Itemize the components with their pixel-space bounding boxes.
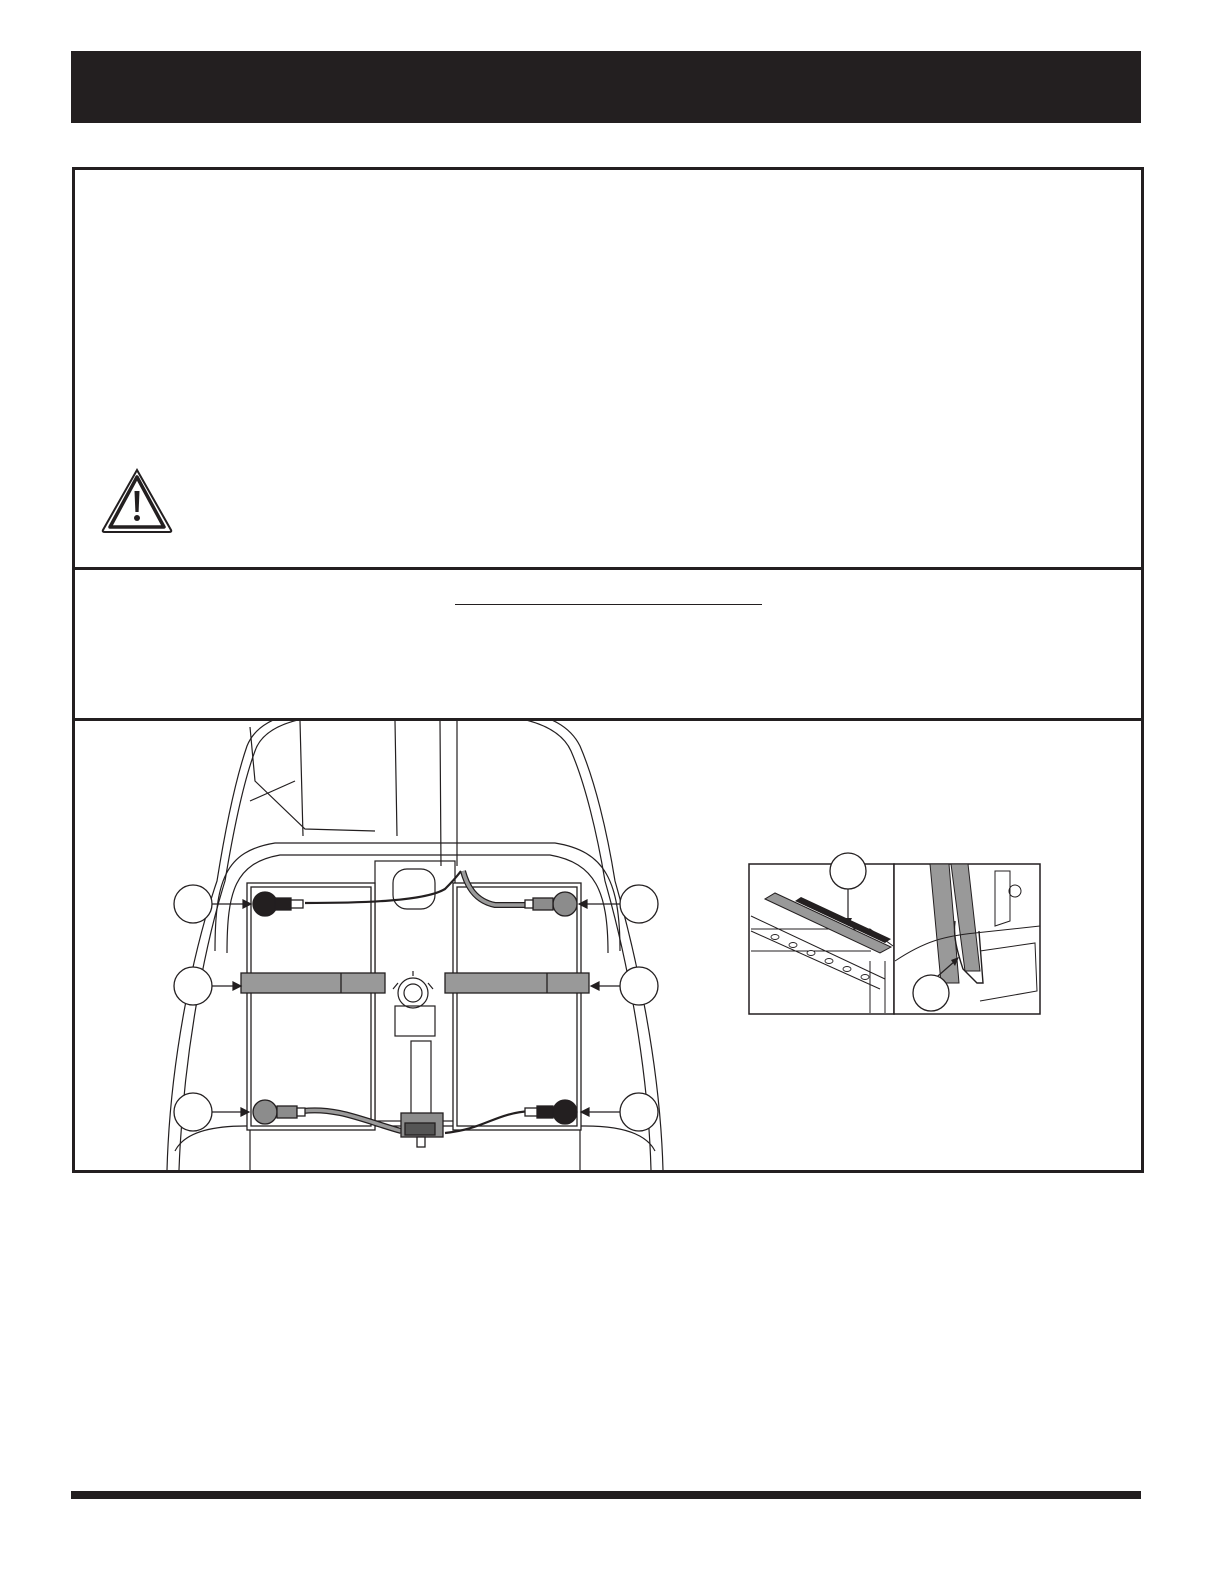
detail-inset-strap-buckle [894,864,1040,1014]
callout [174,1093,212,1131]
detail-inset-strap-slot [749,853,894,1014]
footer-rule [71,1491,1141,1499]
callout [174,885,212,923]
battery-right [453,883,581,1130]
warning-triangle-icon [100,467,174,535]
scooter-outline [167,721,663,1170]
strap-right [445,973,589,993]
battery-left [247,883,375,1130]
callout [174,967,212,1005]
notice-section [75,570,1141,718]
notice-title [455,586,762,605]
callout [620,885,658,923]
instructions-section [75,170,1141,567]
content-frame [72,167,1144,1173]
battery-installation-figure [75,721,1141,1170]
callout [620,967,658,1005]
harness-connector [401,1113,443,1147]
callout [620,1093,658,1131]
strap-left [241,973,385,993]
figure-section [75,721,1141,1170]
section-header-bar [71,51,1141,123]
